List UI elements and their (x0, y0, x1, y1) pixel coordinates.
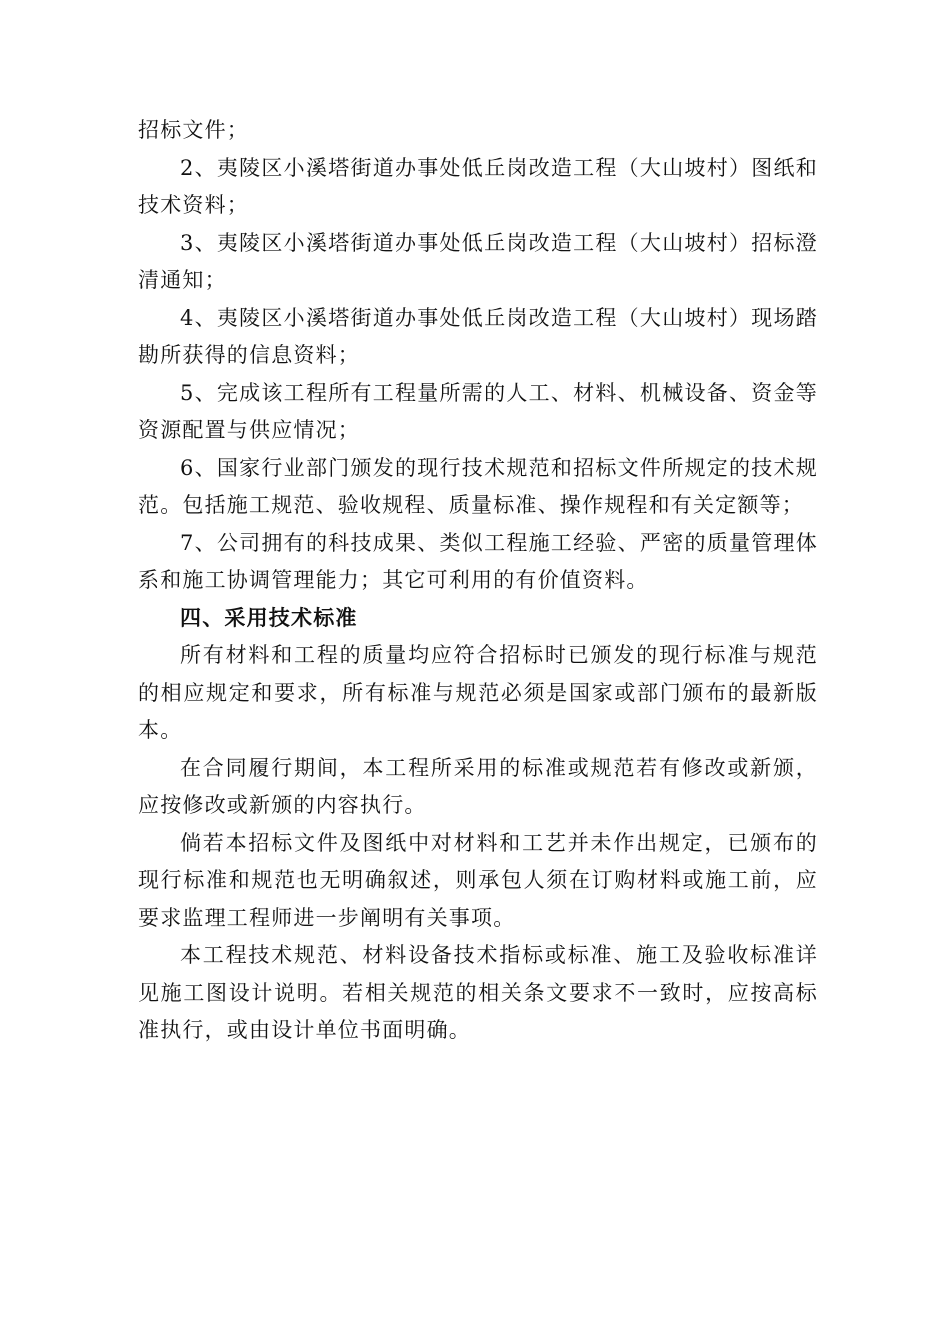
list-item-3: 3、夷陵区小溪塔街道办事处低丘岗改造工程（大山坡村）招标澄清通知； (138, 230, 818, 292)
list-item-7: 7、公司拥有的科技成果、类似工程施工经验、严密的质量管理体系和施工协调管理能力；其它可利用的有价值资料。 (138, 530, 818, 592)
list-item-4: 4、夷陵区小溪塔街道办事处低丘岗改造工程（大山坡村）现场踏勘所获得的信息资料； (138, 305, 818, 367)
list-item-5: 5、完成该工程所有工程量所需的人工、材料、机械设备、资金等资源配置与供应情况； (138, 380, 818, 442)
paragraph-standards: 所有材料和工程的质量均应符合招标时已颁发的现行标准与规范的相应规定和要求，所有标准与规范必须是国家或部门颁布的最新版本。 (138, 643, 818, 742)
list-item-6: 6、国家行业部门颁发的现行技术规范和招标文件所规定的技术规范。包括施工规范、验收规程、质量标准、操作规程和有关定额等； (138, 455, 818, 517)
paragraph-technical-specs: 本工程技术规范、材料设备技术指标或标准、施工及验收标准详见施工图设计说明。若相关规范的相关条文要求不一致时，应按高标准执行，或由设计单位书面明确。 (138, 943, 818, 1042)
document-body (138, 112, 818, 1050)
section-heading: 四、采用技术标准 (180, 605, 358, 630)
paragraph-continuation: 招标文件； (138, 118, 249, 142)
paragraph-unspecified: 倘若本招标文件及图纸中对材料和工艺并未作出规定，已颁布的现行标准和规范也无明确叙述，则承包人须在订购材料或施工前，应要求监理工程师进一步阐明有关事项。 (138, 830, 818, 930)
list-item-2: 2、夷陵区小溪塔街道办事处低丘岗改造工程（大山坡村）图纸和技术资料； (138, 155, 818, 217)
paragraph-contract-period: 在合同履行期间，本工程所采用的标准或规范若有修改或新颁，应按修改或新颁的内容执行。 (138, 755, 818, 817)
